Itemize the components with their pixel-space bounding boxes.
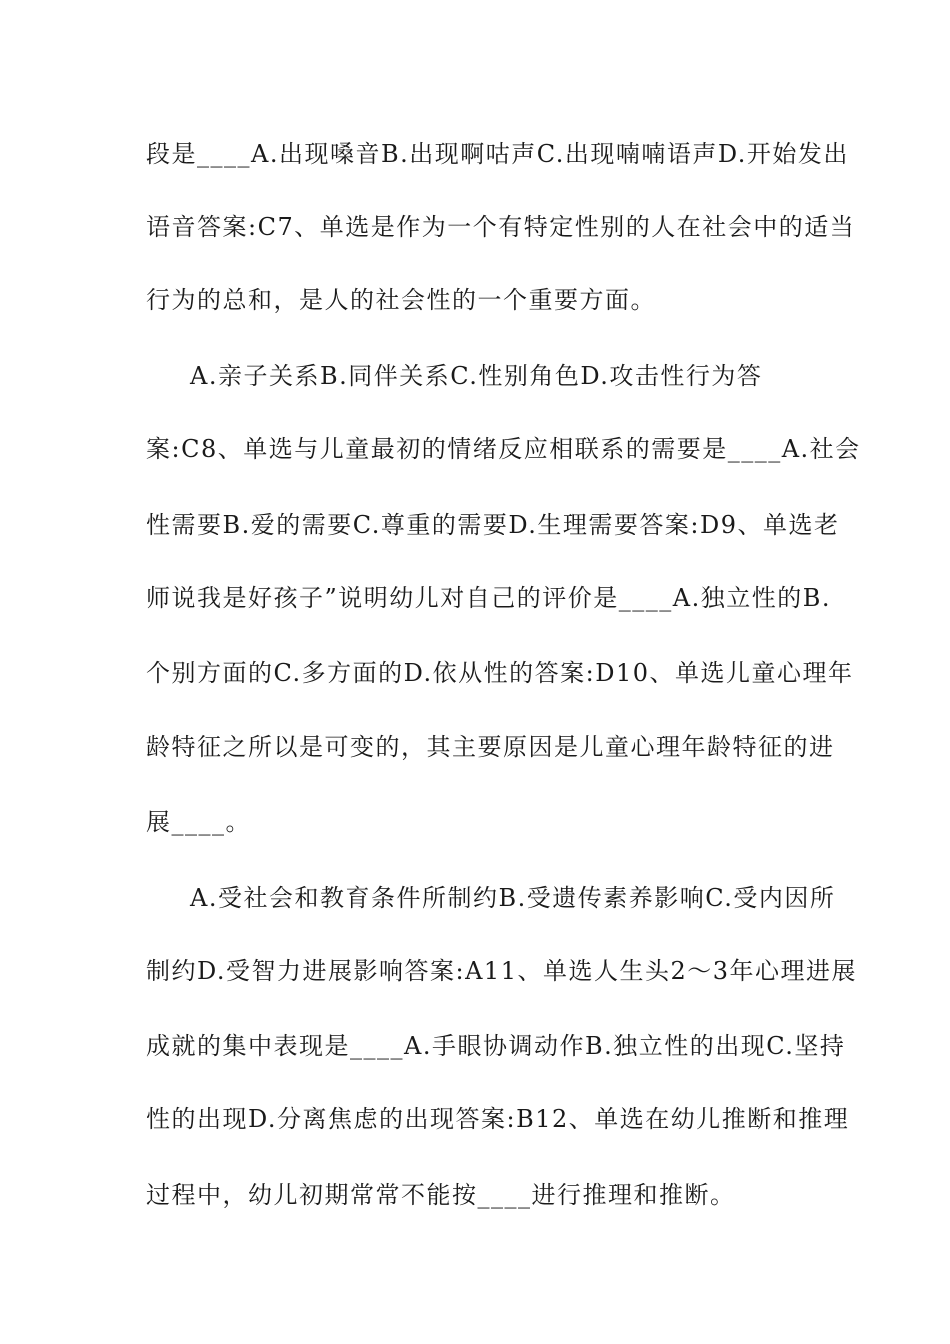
text-line: 师说我是好孩子”说明幼儿对自己的评价是____A.独立性的B. — [146, 584, 831, 612]
text-line: 过程中，幼儿初期常常不能按____进行推理和推断。 — [146, 1181, 736, 1209]
text-line: A.亲子关系B.同伴关系C.性别角色D.攻击性行为答 — [190, 362, 763, 390]
text-line: 语音答案:C7、单选是作为一个有特定性别的人在社会中的适当 — [146, 213, 856, 241]
text-line: 段是____A.出现嗓音B.出现啊咕声C.出现喃喃语声D.开始发出 — [146, 140, 849, 168]
text-line: 个别方面的C.多方面的D.依从性的答案:D10、单选儿童心理年 — [146, 659, 854, 687]
text-line: 龄特征之所以是可变的，其主要原因是儿童心理年龄特征的进 — [146, 733, 835, 761]
text-line: 制约D.受智力进展影响答案:A11、单选人生头2～3年心理进展 — [146, 957, 858, 985]
text-line: 性的出现D.分离焦虑的出现答案:B12、单选在幼儿推断和推理 — [146, 1105, 850, 1133]
text-line: 展____。 — [146, 808, 251, 836]
text-line: 性需要B.爱的需要C.尊重的需要D.生理需要答案:D9、单选老 — [146, 511, 840, 539]
text-line: 案:C8、单选与儿童最初的情绪反应相联系的需要是____A.社会 — [146, 435, 861, 463]
text-line: 成就的集中表现是____A.手眼协调动作B.独立性的出现C.坚持 — [146, 1032, 846, 1060]
text-line: 行为的总和，是人的社会性的一个重要方面。 — [146, 286, 656, 314]
text-line: A.受社会和教育条件所制约B.受遗传素养影响C.受内因所 — [190, 884, 836, 912]
